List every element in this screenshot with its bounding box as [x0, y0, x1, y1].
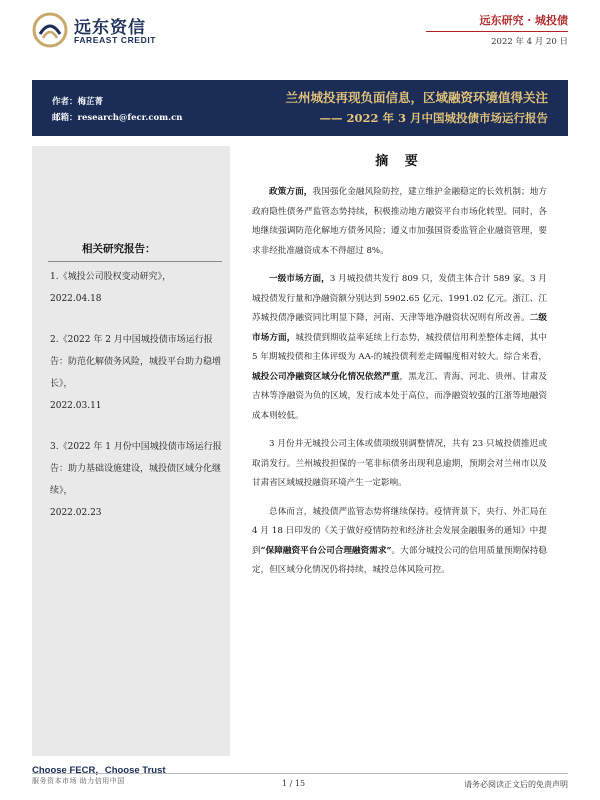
regional-cost-text: ，黑龙江、青海、河北、贵州、甘肃及吉林等净融资为负的区域，发行成本处于高位，而净融资较强的江浙等地融资成本则较低。 — [252, 371, 547, 421]
footer-divider — [32, 773, 568, 774]
secondary-market-text: 城投债到期收益率延续上行态势，城投债信用利差整体走阔，其中 5 年期城投债和主体评级为 AA-的城投债利差走阔幅度相对较大。综合来看， — [252, 332, 547, 362]
related-report-title[interactable]: 1.《城投公司股权变动研究》， — [50, 272, 172, 282]
report-subtitle: —— 2022 年 3 月中国城投债市场运行报告 — [319, 111, 548, 125]
secondary-market-lead: 二级市场方面， — [252, 313, 547, 343]
related-report-item[interactable] — [50, 436, 222, 524]
policy-paragraph — [252, 183, 547, 261]
author-line: 作者：梅芷菁 — [52, 97, 104, 107]
summary-section — [252, 150, 547, 590]
fecr-logo-icon — [32, 12, 68, 48]
related-report-item[interactable] — [50, 329, 222, 417]
footer-slogan: Choose FECR，Choose Trust — [32, 765, 166, 776]
header-divider — [426, 31, 568, 32]
summary-heading: 摘 要 — [375, 154, 424, 169]
outlook-text-b: 。大部分城投公司的信用质量预期保持稳定，但区域分化情况仍将持续，城投总体风险可控。 — [252, 545, 547, 575]
related-report-title[interactable]: 2.《2022 年 2 月中国城投债市场运行报告：防范化解债务风险，城投平台助力稳增长》， — [50, 335, 222, 389]
policy-lead: 政策方面， — [269, 187, 313, 197]
related-reports-list — [50, 266, 222, 543]
related-reports-sidebar — [32, 146, 230, 756]
outlook-text-a: 总体而言，城投债严监管态势将继续保持。疫情背景下，央行、外汇局在 4 月 18 日印发的《关于做好疫情防控和经济社会发展金融服务的通知》中提到 — [252, 506, 547, 556]
market-paragraph — [252, 270, 547, 426]
related-report-date: 2022.04.18 — [50, 294, 102, 304]
related-reports-title: 相关研究报告： — [82, 243, 156, 255]
company-logo — [32, 12, 172, 48]
sidebar-divider — [48, 261, 222, 262]
logo-chinese-name: 远东资信 — [74, 18, 146, 38]
report-title: 兰州城投再现负面信息，区域融资环境值得关注 — [285, 90, 548, 105]
financing-demand-highlight: “保障融资平台公司合理融资需求” — [260, 545, 392, 556]
email-line[interactable]: 邮箱：research@fecr.com.cn — [52, 113, 183, 123]
outlook-paragraph — [252, 503, 547, 581]
related-report-date: 2022.03.11 — [50, 401, 102, 411]
footer-subslogan: 服务资本市场 助力信用中国 — [32, 777, 125, 785]
primary-market-text: 3 月城投债共发行 809 只，发债主体合计 589 家。3 月城投债发行量和净融资额分别达到 5902.65 亿元、1991.02 亿元。浙江、江苏城投债净融资同比明显下降，河南、天津等地净融资状况则有所改善。 — [252, 274, 547, 323]
page-number: 1 / 15 — [282, 779, 306, 788]
policy-text: 我国强化金融风险防控，建立维护金融稳定的长效机制；地方政府隐性债务严监管态势持续，积极推动地方融资平台市场化转型。同时，各地继续强调防范化解地方债务风险；遵义市加强国资委监管企业融资管理，要求非经批准融资成本不得超过 8%。 — [252, 187, 547, 256]
title-banner — [32, 80, 568, 136]
report-series-tag: 远东研究 · 城投债 — [479, 14, 568, 27]
logo-english-name: FAREAST CREDIT — [74, 35, 157, 45]
rating-text: 3 月份并无城投公司主体或债项级别调整情况，共有 23 只城投债推迟或取消发行。兰州城投担保的一笔非标债务出现利息逾期，预期会对兰州市以及甘肃省区域城投融资环境产生一定影响。 — [252, 439, 547, 488]
disclaimer-note[interactable]: 请务必阅读正文后的免责声明 — [464, 780, 568, 789]
related-report-item[interactable] — [50, 266, 222, 310]
report-date: 2022 年 4 月 20 日 — [491, 37, 568, 47]
regional-divergence-highlight: 城投公司净融资区域分化情况依然严重 — [252, 371, 400, 382]
rating-paragraph — [252, 435, 547, 494]
related-report-date: 2022.02.23 — [50, 508, 102, 518]
primary-market-lead: 一级市场方面， — [269, 274, 330, 284]
related-report-title[interactable]: 3.《2022 年 1 月份中国城投债市场运行报告：助力基础设施建设，城投债区域分化继续》， — [50, 442, 222, 496]
